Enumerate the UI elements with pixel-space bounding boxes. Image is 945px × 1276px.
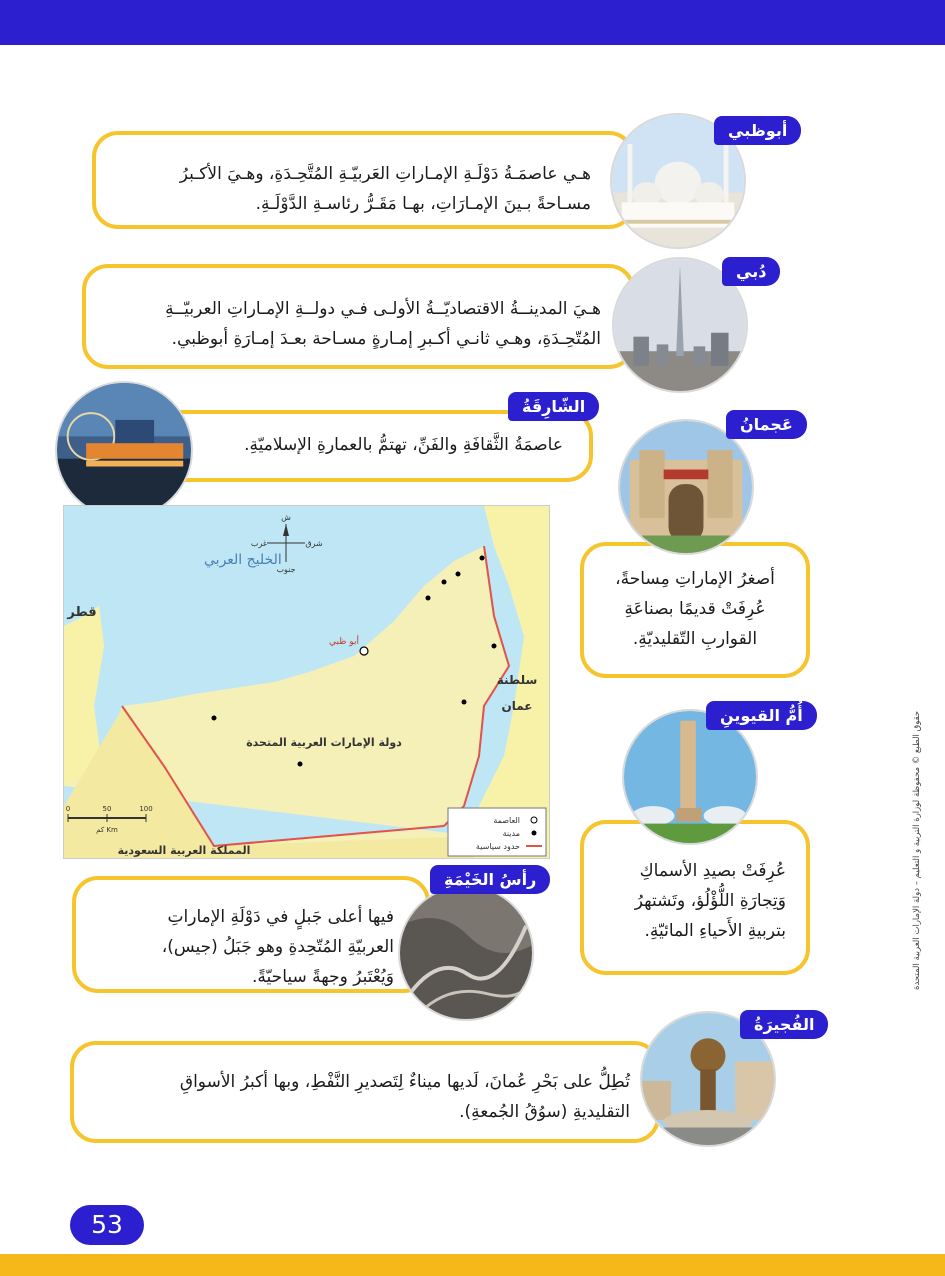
map-legend: [448, 808, 546, 856]
map-capital-label: أبو ظبي: [329, 637, 359, 647]
dubai-text-line-1: هـيَ المدينــةُ الاقتصاديّــةُ الأولـى فـي دولــةِ الإمـاراتِ العربيّــةِ: [165, 299, 601, 319]
compass-west: غرب: [250, 539, 268, 548]
scale-tick-0: 0: [65, 805, 71, 813]
rak-text-line-1: فيها أعلى جَبلٍ في دَوْلَةِ الإماراتِ: [167, 907, 394, 927]
map-city-dot: [442, 580, 447, 585]
uaq-text-line-2: وَتِجارَةِ اللُّؤْلُؤ، وتَشتهرُ: [634, 891, 786, 911]
bottom-banner: [0, 1254, 945, 1276]
ajman-text-line-1: أصغرُ الإماراتِ مِساحةً،: [615, 569, 775, 589]
ajman-photo: [618, 419, 754, 555]
ajman-tag: عَجمانُ: [726, 410, 807, 439]
map-city-dot: [456, 572, 461, 577]
compass-east: شرق: [305, 539, 323, 548]
sharjah-tag: الشّارِقَةُ: [508, 392, 599, 421]
legend-city: مدينة: [502, 829, 520, 838]
rak-photo: [398, 885, 534, 1021]
dubai-text-line-2: المُتّحِـدَةِ، وهـي ثانـي أكـبرِ إمـارةٍ مسـاحة بعـدَ إمـارَةِ أبوظبي.: [171, 329, 601, 349]
map-saudi-label: المملكة العربية السعودية: [117, 844, 251, 857]
copyright-note: حقوق الطبع © محفوظة لوزارة التربية و التعليم – دولة الإمارات العربية المتحدة: [912, 710, 922, 990]
sharjah-photo: [55, 381, 193, 519]
map-gulf-label: الخليج العربي: [204, 552, 282, 568]
map-city-dot: [212, 716, 217, 721]
map-city-dot: [426, 596, 431, 601]
abudhabi-text-line-2: مسـاحةً بـينَ الإمـارَاتِ، بهـا مَقَـرُّ رئاسـةِ الدَّوْلَـةِ.: [255, 194, 591, 214]
dubai-tag: دُبي: [722, 257, 780, 286]
map-uae-label: دولة الإمارات العربية المتحدة: [246, 736, 402, 749]
rak-text-line-2: العربيّةِ المُتّحِدةِ وهو جَبَلُ (جيس)،: [161, 937, 394, 957]
ajman-text-line-2: عُرِفَتْ قديمًا بصناعَةِ: [624, 599, 766, 619]
legend-capital: العاصمة: [493, 816, 520, 825]
map-city-dot: [492, 644, 497, 649]
map-city-dot: [462, 700, 467, 705]
compass-south: جنوب: [276, 565, 296, 574]
card-abudhabi: [92, 131, 635, 229]
map-capital-marker: [360, 647, 368, 655]
map-city-dot: [298, 762, 303, 767]
scale-tick-50: 50: [102, 805, 112, 813]
rak-tag: رأسُ الخَيْمَةِ: [430, 865, 550, 894]
uaq-text-line-1: عُرِفَتْ بصيدِ الأسماكِ: [639, 861, 786, 881]
card-fujairah: [70, 1041, 660, 1143]
legend-border: حدود سياسية: [475, 842, 520, 851]
compass-north: ش: [281, 513, 291, 522]
map-oman-label-line-2: عمان: [501, 699, 533, 713]
page-number: 53: [70, 1205, 144, 1245]
card-ajman: [580, 542, 810, 678]
scale-tick-100: 100: [139, 805, 153, 813]
abudhabi-tag: أبوظبي: [714, 116, 801, 145]
map-qatar-label: قطر: [67, 605, 97, 620]
fujairah-text-line-2: التقليديةِ (سوُقُ الجُمعةِ).: [459, 1102, 630, 1122]
card-dubai: [82, 264, 635, 369]
fujairah-text-line-1: تُطِلُّ على بَحْرِ عُمانَ، لَديها ميناءٌ لِتَصديرِ النَّفْطِ، وبها أكبرُ الأسواقِ: [179, 1072, 630, 1092]
card-rak: [72, 876, 430, 993]
uaq-tag: أُمُّ القيوينِ: [706, 701, 817, 730]
map-city-dot: [480, 556, 485, 561]
uae-map: [63, 505, 550, 859]
ajman-text-line-3: القواربِ التّقليديّةِ.: [632, 629, 758, 649]
map-oman-label-line-1: سلطنة: [496, 673, 538, 687]
fujairah-tag: الفُجيرَةُ: [740, 1010, 828, 1039]
sharjah-text: عاصمَةُ الثَّقافَةِ والفَنِّ، تهتمُّ بالعمارةِ الإسلاميّةِ.: [244, 435, 563, 455]
rak-text-line-3: وَيُعْتَبرُ وجهةً سياحيّةً.: [252, 967, 394, 987]
scale-unit: كم Km: [96, 826, 118, 834]
top-banner: [0, 0, 945, 45]
uaq-text-line-3: بتربيةِ الأَحياءِ المائيّةِ.: [644, 921, 786, 941]
abudhabi-text-line-1: هـي عاصمَـةُ دَوْلَـةِ الإمـاراتِ العَربيّـةِ المُتَّحِـدَةِ، وهـيَ الأكـبرُ: [179, 164, 591, 184]
